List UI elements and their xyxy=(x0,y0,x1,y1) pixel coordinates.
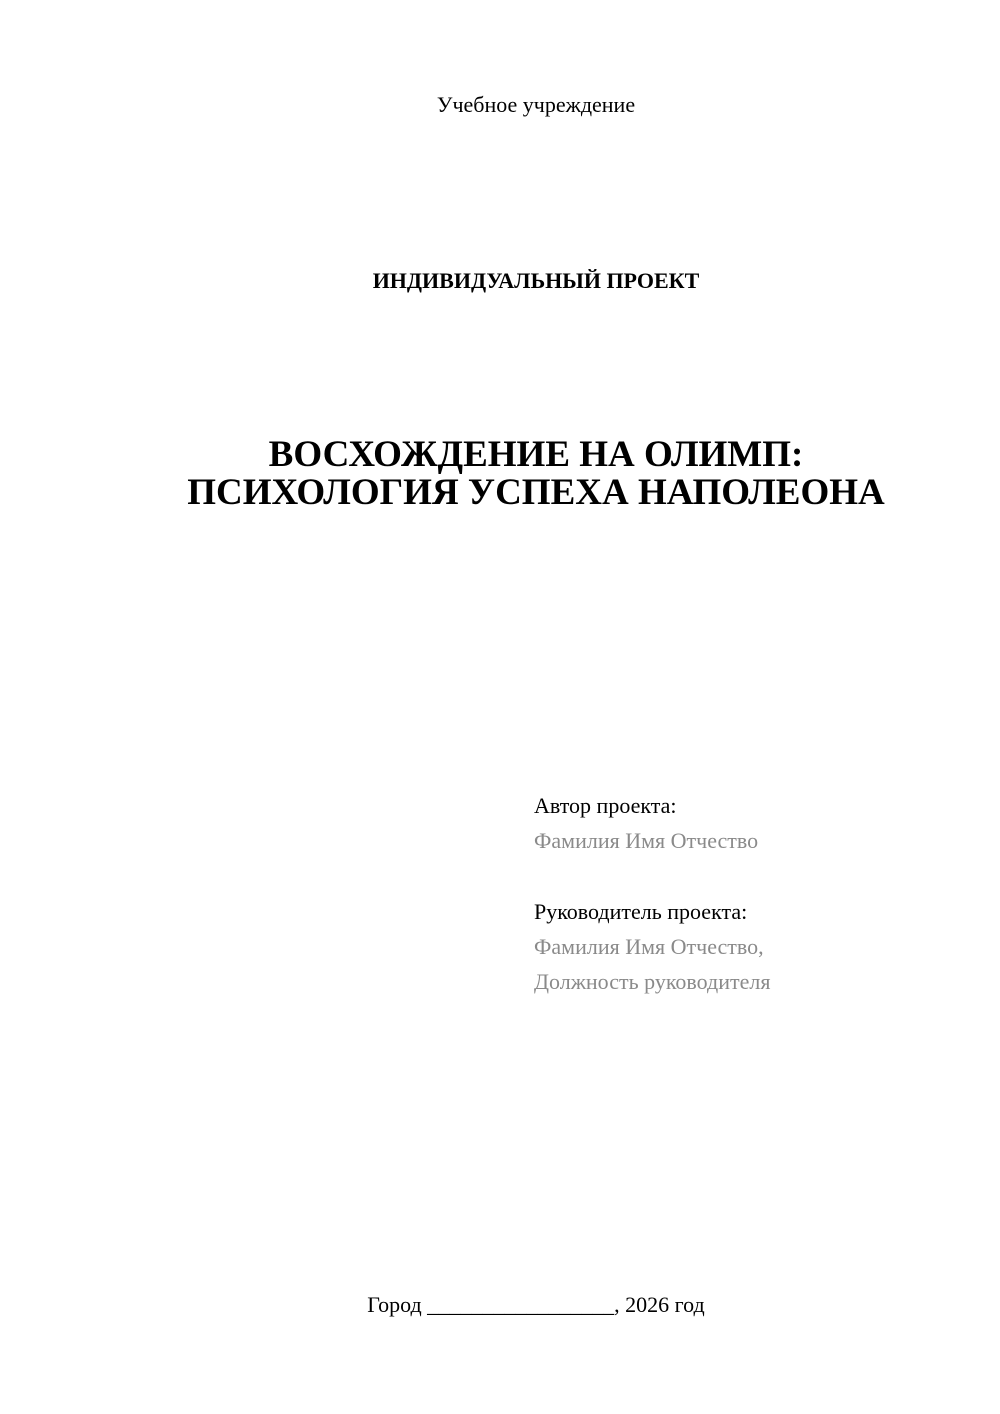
supervisor-label: Руководитель проекта: xyxy=(534,899,748,924)
supervisor-name: Фамилия Имя Отчество, xyxy=(534,934,764,959)
city-year-line xyxy=(0,1290,1000,1320)
author-name: Фамилия Имя Отчество xyxy=(534,828,759,853)
city-label: Город xyxy=(367,1292,422,1317)
project-title xyxy=(0,436,1000,512)
credits-spacer xyxy=(534,858,954,894)
city-blank: _________________ xyxy=(427,1292,615,1317)
year-text: , 2026 год xyxy=(614,1292,705,1317)
author-label: Автор проекта: xyxy=(534,793,677,818)
project-title-line-2: ПСИХОЛОГИЯ УСПЕХА НАПОЛЕОНА xyxy=(187,472,885,513)
institution-name: Учебное учреждение xyxy=(436,92,636,117)
project-type-heading: ИНДИВИДУАЛЬНЫЙ ПРОЕКТ xyxy=(372,268,700,293)
project-title-line-1: ВОСХОЖДЕНИЕ НА ОЛИМП: xyxy=(268,434,804,475)
supervisor-position: Должность руководителя xyxy=(534,969,771,994)
credits-block xyxy=(534,788,954,999)
